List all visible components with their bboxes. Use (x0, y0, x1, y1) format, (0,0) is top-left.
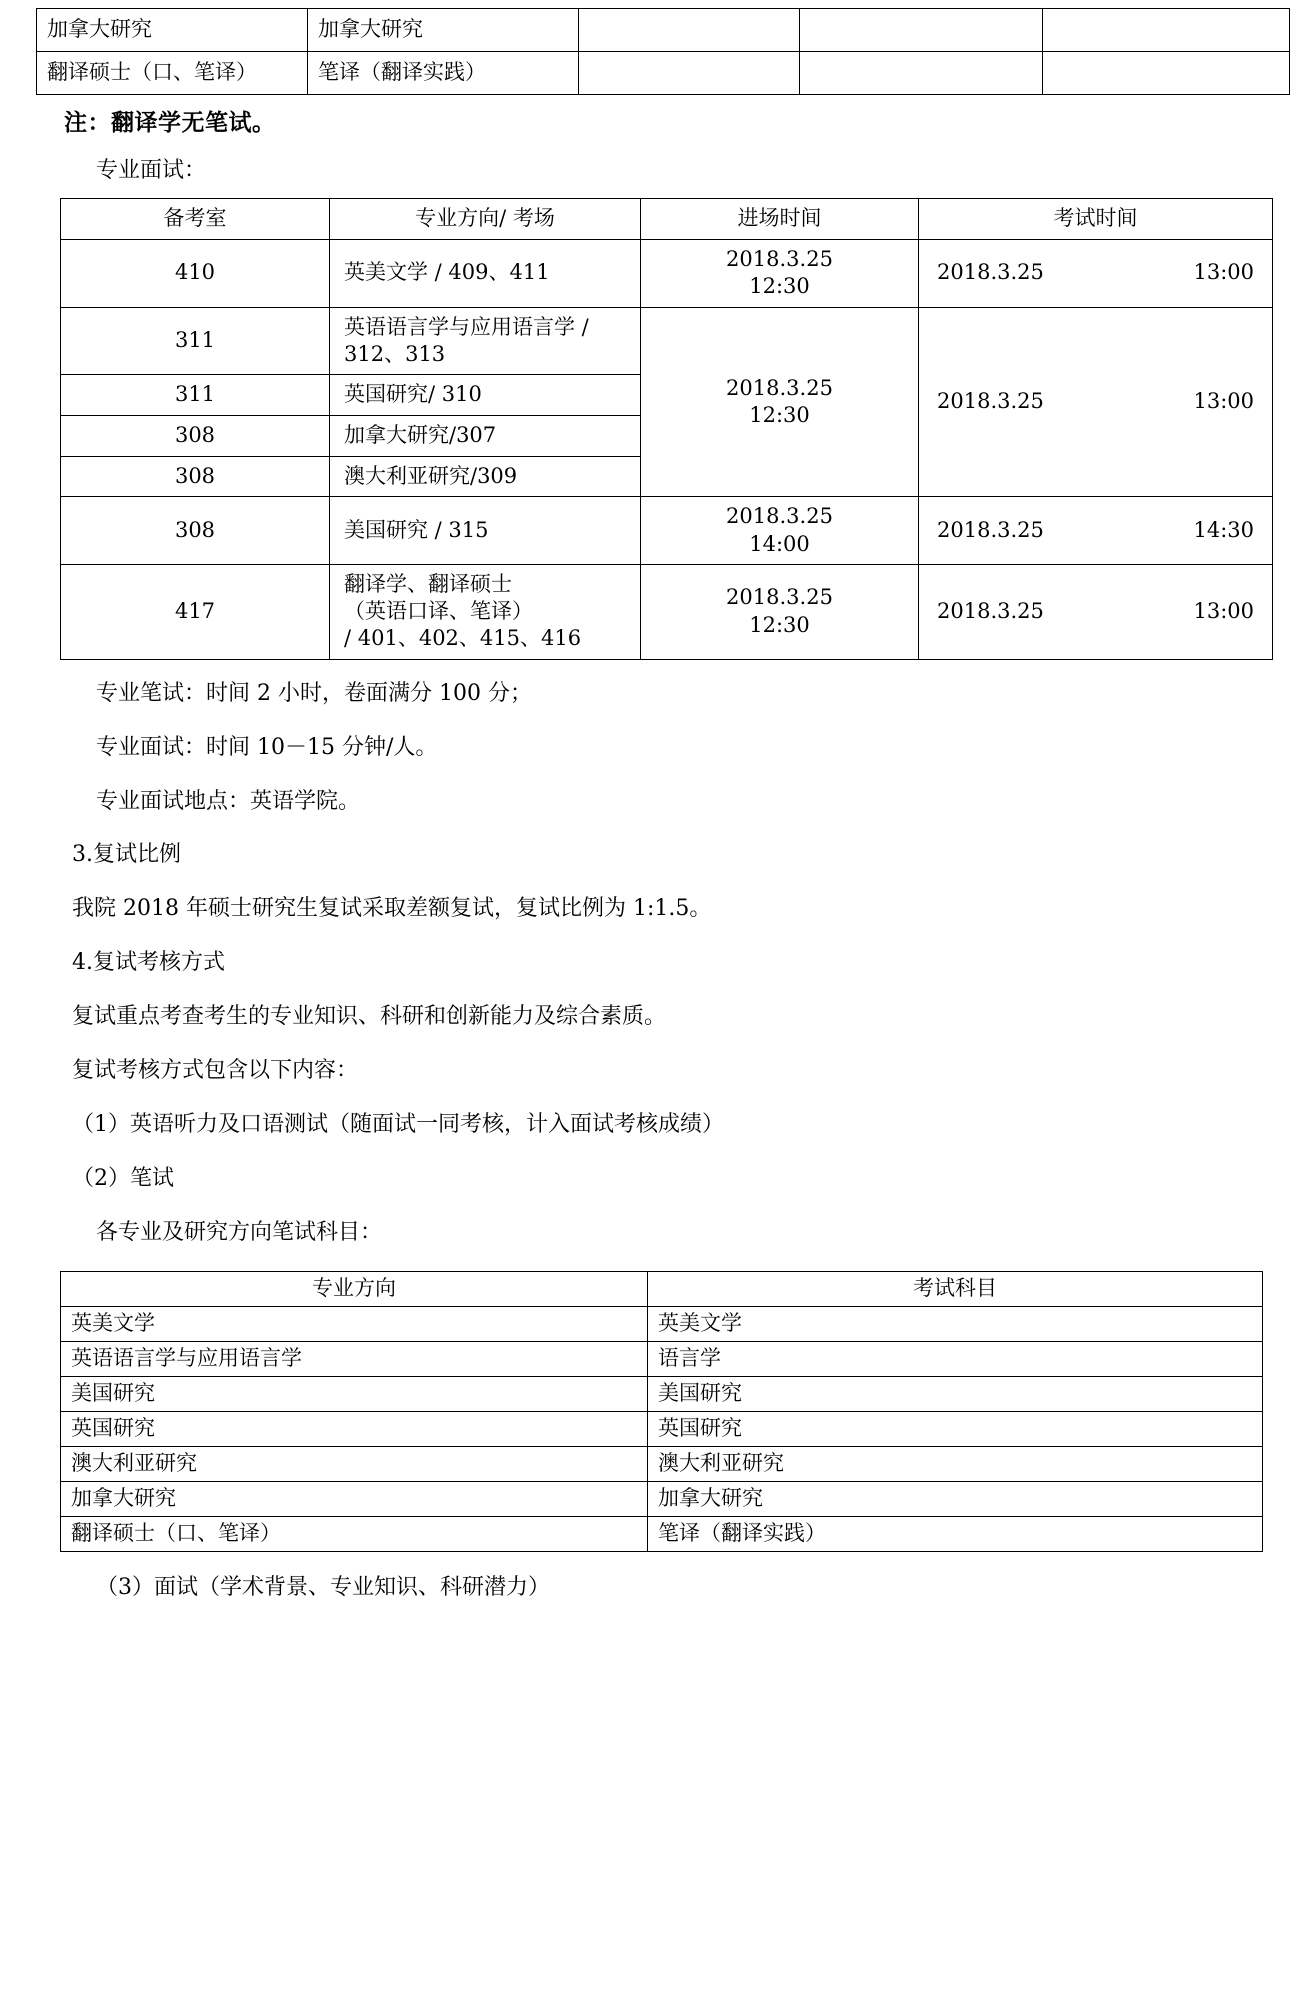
header-direction: 专业方向/ 考场 (330, 199, 641, 240)
section-ratio-title: 3.复试比例 (72, 842, 181, 868)
subject-list-label: 各专业及研究方向笔试科目： (96, 1219, 383, 1245)
top-cell-empty-1 (579, 52, 800, 95)
cell-direction: 澳大利亚研究/309 (330, 456, 641, 497)
cell-direction: 美国研究 (61, 1376, 648, 1411)
cell-enter-time (641, 564, 919, 659)
table-row (61, 1341, 1263, 1376)
cell-subject: 加拿大研究 (648, 1481, 1263, 1516)
cell-prep-room: 308 (61, 415, 330, 456)
enter-date: 2018.3.25 (726, 246, 833, 271)
section-ratio-text: 我院 2018 年硕士研究生复试采取差额复试，复试比例为 1:1.5。 (72, 896, 712, 922)
exam-clock: 13:00 (1193, 389, 1254, 414)
top-cell-direction: 翻译硕士（口、笔译） (37, 52, 308, 95)
cell-exam-time (919, 239, 1273, 307)
header-prep-room: 备考室 (61, 199, 330, 240)
cell-direction: 翻译学、翻译硕士 （英语口译、笔译） / 401、402、415、416 (330, 564, 641, 659)
interview-section-label: 专业面试： (96, 158, 207, 183)
table-row (37, 9, 1290, 52)
cell-prep-room: 311 (61, 307, 330, 375)
cell-prep-room: 308 (61, 497, 330, 565)
interview-schedule-table (60, 198, 1273, 660)
cell-direction: 加拿大研究/307 (330, 415, 641, 456)
cell-direction: 澳大利亚研究 (61, 1446, 648, 1481)
top-cell-empty-3 (1043, 52, 1290, 95)
cell-subject: 美国研究 (648, 1376, 1263, 1411)
cell-exam-time-merged (919, 307, 1273, 497)
method-item-2: （2）笔试 (72, 1165, 174, 1191)
exam-clock: 14:30 (1193, 517, 1254, 542)
top-cell-empty-3 (1043, 9, 1290, 52)
note-no-written-exam: 注：翻译学无笔试。 (64, 109, 276, 136)
top-cell-empty-2 (800, 52, 1043, 95)
table-row (61, 1411, 1263, 1446)
table-row (61, 307, 1273, 375)
exam-date: 2018.3.25 (937, 389, 1044, 414)
exam-clock: 13:00 (1193, 260, 1254, 285)
exam-date: 2018.3.25 (937, 260, 1044, 285)
body-text-block (36, 678, 1260, 1249)
enter-clock: 12:30 (749, 274, 810, 299)
top-cell-empty-2 (800, 9, 1043, 52)
header-subject: 考试科目 (648, 1271, 1263, 1306)
exam-date: 2018.3.25 (937, 598, 1044, 623)
cell-exam-time (919, 564, 1273, 659)
table-row (61, 497, 1273, 565)
cell-prep-room: 311 (61, 375, 330, 416)
cell-direction: 英美文学 (61, 1306, 648, 1341)
table-row (61, 1306, 1263, 1341)
cell-subject: 笔译（翻译实践） (648, 1516, 1263, 1551)
method-item-1: （1）英语听力及口语测试（随面试一同考核，计入面试考核成绩） (72, 1111, 724, 1137)
top-cell-direction: 加拿大研究 (37, 9, 308, 52)
table-row (61, 1446, 1263, 1481)
table-header-row (61, 1271, 1263, 1306)
section-method-contains: 复试考核方式包含以下内容： (72, 1057, 359, 1083)
table-header-row (61, 199, 1273, 240)
table-row (61, 1376, 1263, 1411)
header-direction: 专业方向 (61, 1271, 648, 1306)
cell-direction: 美国研究 / 315 (330, 497, 641, 565)
cell-direction: 翻译硕士（口、笔译） (61, 1516, 648, 1551)
cell-direction: 英语语言学与应用语言学 (61, 1341, 648, 1376)
cell-subject: 英美文学 (648, 1306, 1263, 1341)
exam-date: 2018.3.25 (937, 517, 1044, 542)
cell-subject: 英国研究 (648, 1411, 1263, 1446)
top-cell-subject: 笔译（翻译实践） (308, 52, 579, 95)
cell-enter-time (641, 239, 919, 307)
enter-clock: 14:00 (749, 531, 810, 556)
enter-date: 2018.3.25 (726, 375, 833, 400)
top-cell-empty-1 (579, 9, 800, 52)
header-exam-time: 考试时间 (919, 199, 1273, 240)
table-row (61, 1481, 1263, 1516)
interview-duration-note: 专业面试：时间 10－15 分钟/人。 (96, 734, 438, 760)
written-subject-table (60, 1271, 1263, 1552)
cell-subject: 澳大利亚研究 (648, 1446, 1263, 1481)
cell-direction: 英美文学 / 409、411 (330, 239, 641, 307)
top-cell-subject: 加拿大研究 (308, 9, 579, 52)
enter-date: 2018.3.25 (726, 504, 833, 529)
header-enter-time: 进场时间 (641, 199, 919, 240)
cell-direction: 英国研究 (61, 1411, 648, 1446)
cell-prep-room: 308 (61, 456, 330, 497)
table-row (61, 239, 1273, 307)
cell-direction: 英语语言学与应用语言学 / 312、313 (330, 307, 641, 375)
cell-exam-time (919, 497, 1273, 565)
cell-direction: 加拿大研究 (61, 1481, 648, 1516)
table-row (37, 52, 1290, 95)
cell-enter-time-merged (641, 307, 919, 497)
table-row (61, 1516, 1263, 1551)
cell-direction: 英国研究/ 310 (330, 375, 641, 416)
cell-prep-room: 410 (61, 239, 330, 307)
enter-clock: 12:30 (749, 402, 810, 427)
cell-subject: 语言学 (648, 1341, 1263, 1376)
enter-date: 2018.3.25 (726, 585, 833, 610)
section-method-text: 复试重点考查考生的专业知识、科研和创新能力及综合素质。 (72, 1004, 667, 1030)
table-row (61, 564, 1273, 659)
cell-enter-time (641, 497, 919, 565)
cell-prep-room: 417 (61, 564, 330, 659)
interview-place-note: 专业面试地点：英语学院。 (96, 788, 361, 814)
exam-clock: 13:00 (1193, 598, 1254, 623)
written-exam-note: 专业笔试：时间 2 小时，卷面满分 100 分； (96, 680, 532, 706)
enter-clock: 12:30 (749, 612, 810, 637)
top-continued-table (36, 8, 1290, 95)
method-item-3: （3）面试（学术背景、专业知识、科研潜力） (96, 1574, 550, 1600)
section-method-title: 4.复试考核方式 (72, 950, 225, 976)
